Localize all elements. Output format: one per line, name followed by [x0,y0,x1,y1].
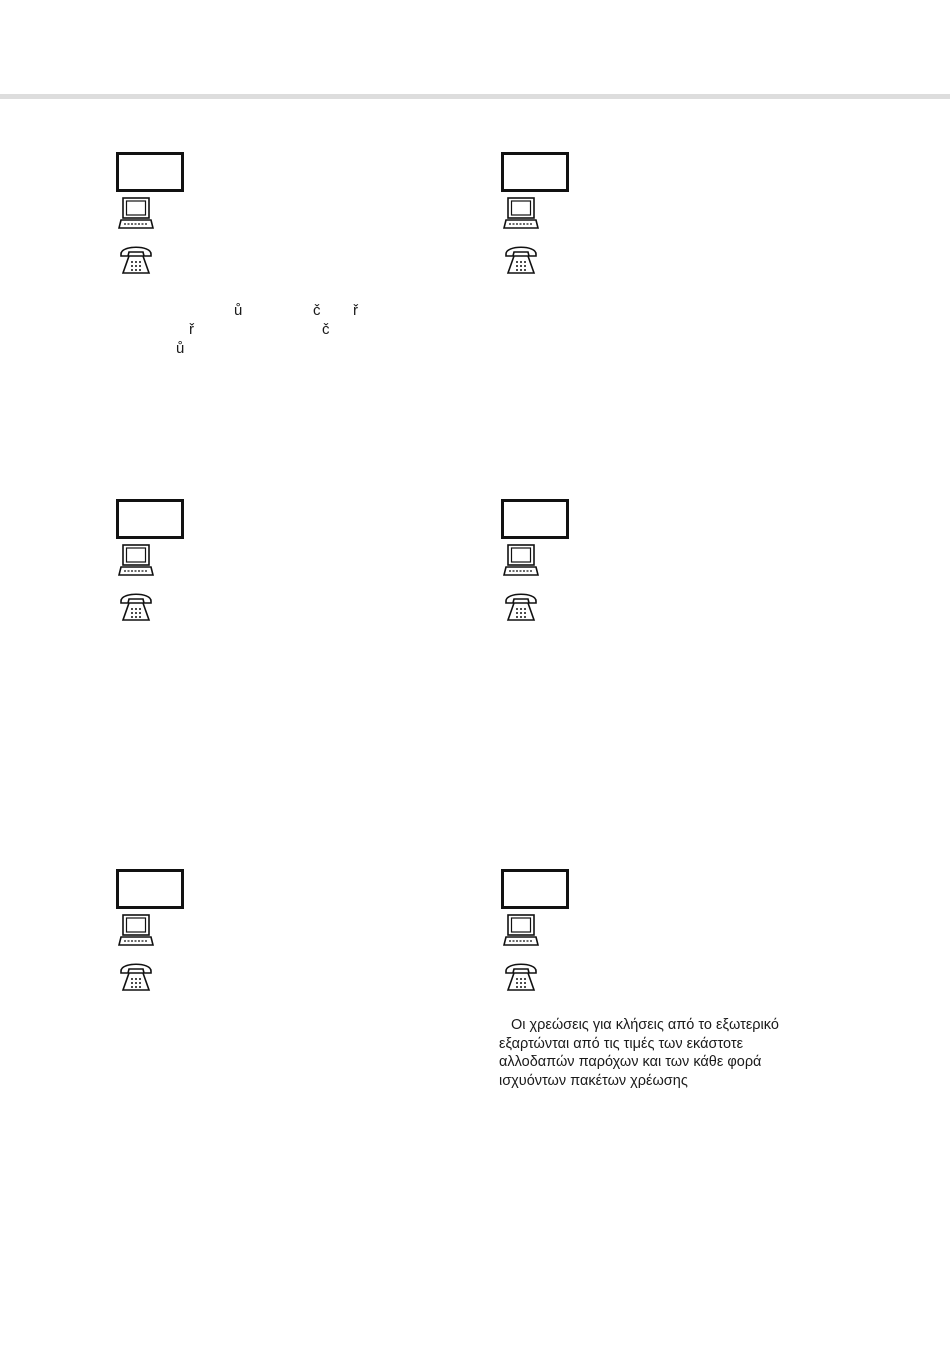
country-label-box [116,499,184,539]
charges-note [499,1016,859,1090]
phone-icon [503,959,539,993]
diacritic-r-caron-2: ř [189,321,194,338]
charges-note-line-4: ισχυόντων πακέτων χρέωσης [499,1072,688,1089]
country-entry-row1-right [501,152,861,392]
country-label-box [501,869,569,909]
computer-icon [118,543,154,577]
phone-icon [118,589,154,623]
country-label-box [116,869,184,909]
diacritic-r-caron-1: ř [353,302,358,319]
country-entry-row1-left [116,152,476,392]
country-entry-row2-right [501,499,861,739]
country-entry-row3-right [501,869,861,1109]
computer-icon [503,543,539,577]
phone-icon [118,242,154,276]
country-label-box [501,499,569,539]
diacritic-c-caron-1: č [313,302,321,319]
computer-icon [503,913,539,947]
diacritic-u-ring-2: ů [176,340,185,357]
computer-icon [118,196,154,230]
charges-note-line-3: αλλοδαπών παρόχων και των κάθε φορά [499,1054,762,1070]
country-entry-row3-left [116,869,476,1109]
diacritic-u-ring-1: ů [234,302,243,319]
computer-icon [118,913,154,947]
charges-note-line-1: Οι χρεώσεις για κλήσεις από το εξωτερικό [511,1017,779,1033]
country-entry-row2-left [116,499,476,739]
phone-icon [503,242,539,276]
phone-icon [503,589,539,623]
country-label-box [116,152,184,192]
diacritic-c-caron-2: č [322,321,330,338]
country-label-box [501,152,569,192]
phone-icon [118,959,154,993]
header-rule [0,94,950,99]
charges-note-line-2: εξαρτώνται από τις τιμές των εκάστοτε [499,1035,744,1052]
computer-icon [503,196,539,230]
